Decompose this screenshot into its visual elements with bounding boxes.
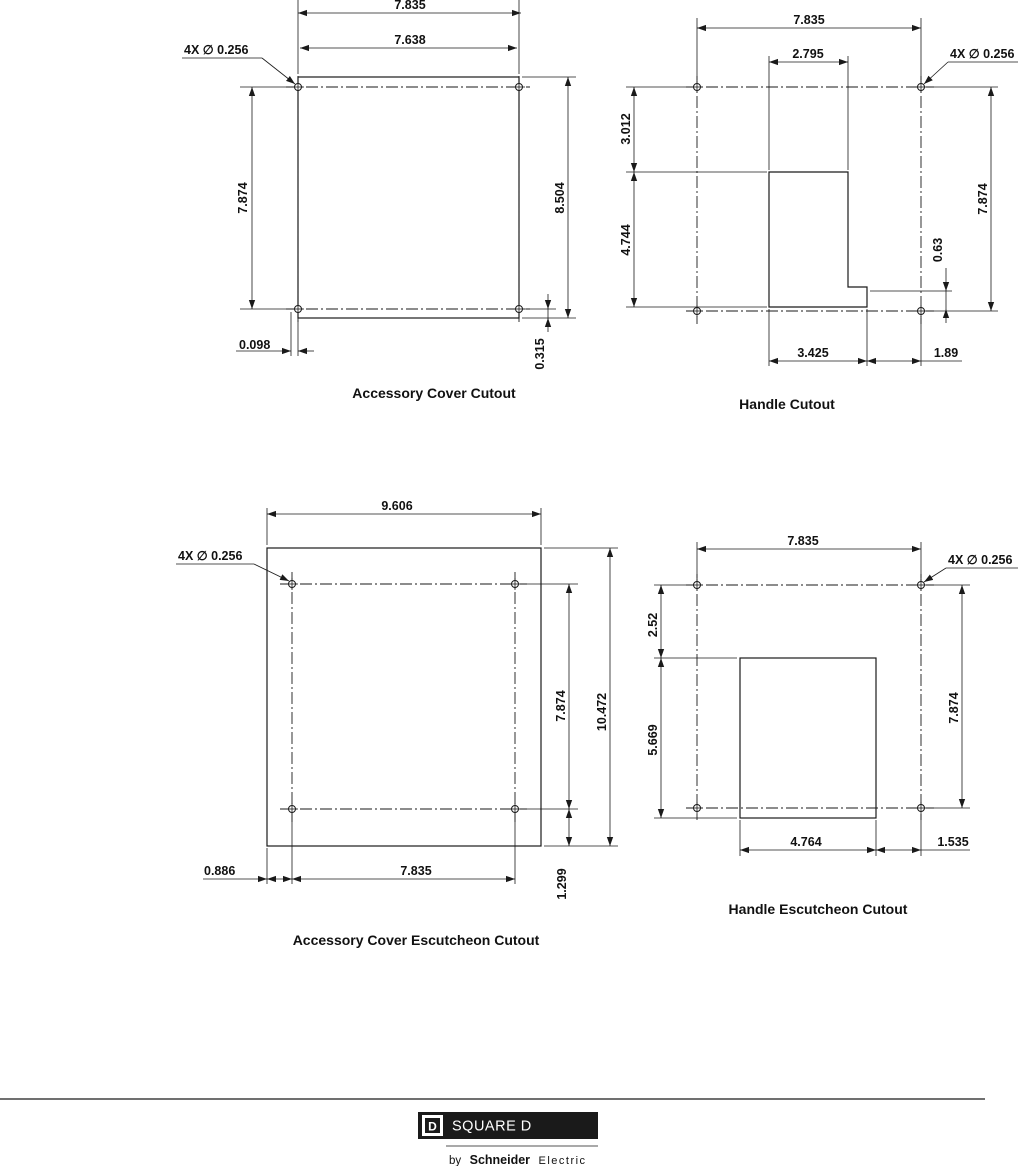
brand-name: SQUARE D [452,1118,532,1135]
dim-overall-width: 7.835 [394,0,426,12]
dim-hole-spacing-horizontal: 7.835 [400,864,432,878]
dim-cutout-height: 5.669 [646,724,660,756]
mounting-hole [691,81,703,93]
handle-escutcheon-outline [740,658,876,818]
mounting-hole [509,803,521,815]
hole-callout: 4X ∅ 0.256 [948,553,1013,567]
dim-bottom-right: 1.89 [933,346,959,360]
hole-callout: 4X ∅ 0.256 [184,43,249,57]
drawing-caption: Accessory Cover Cutout [352,385,516,401]
dim-edge-offset-y: 0.315 [533,338,547,370]
dim-edge-offset-x: 0.098 [239,338,271,352]
dim-overall-width: 9.606 [381,499,413,513]
escutcheon-outline [267,548,541,846]
hole-callout: 4X ∅ 0.256 [950,47,1015,61]
accessory-cover-cutout-view [182,0,576,401]
dim-hole-spacing-horizontal: 7.835 [793,13,825,27]
mounting-hole [915,305,927,317]
dim-bottom-left: 3.425 [797,346,829,360]
dim-upper-offset: 2.52 [646,612,660,638]
drawing-caption: Handle Cutout [739,396,835,412]
mounting-hole [509,578,521,590]
dim-hole-spacing-vertical: 7.874 [947,692,961,724]
dim-handle-width: 2.795 [792,47,824,61]
dim-hole-spacing-horizontal: 7.835 [787,534,819,548]
mounting-hole [292,303,304,315]
mounting-hole [513,81,525,93]
mounting-hole [286,803,298,815]
handle-escutcheon-cutout-view [646,534,1018,917]
mounting-hole [915,802,927,814]
drawing-caption: Accessory Cover Escutcheon Cutout [292,932,540,948]
mounting-hole [691,802,703,814]
accessory-cover-escutcheon-cutout-view [176,499,618,948]
dim-inner-width: 7.638 [394,33,426,47]
dim-overall-height: 10.472 [595,692,609,732]
dim-right-offset: 1.535 [937,835,969,849]
dim-notch-height: 0.63 [931,237,945,263]
dim-edge-offset-x: 0.886 [204,864,236,878]
mounting-hole [286,578,298,590]
dim-hole-spacing-vertical: 7.874 [554,690,568,722]
drawing-caption: Handle Escutcheon Cutout [728,901,908,917]
handle-cutout-view [619,13,1018,412]
accessory-cover-outline [298,77,519,318]
mounting-hole [691,579,703,591]
hole-callout: 4X ∅ 0.256 [178,549,243,563]
dim-edge-offset-y: 1.299 [555,868,569,900]
dim-overall-height: 8.504 [553,182,567,214]
dim-hole-spacing-vertical: 7.874 [976,183,990,215]
dim-lower-height: 4.744 [619,224,633,256]
dim-upper-offset: 3.012 [619,113,633,145]
handle-outline [769,172,867,307]
dim-hole-spacing-vertical: 7.874 [236,182,250,214]
svg-text:D: D [428,1119,437,1134]
dim-cutout-width: 4.764 [790,835,822,849]
brand-tagline: by Schneider Electric [449,1153,587,1166]
brand-logo [418,1112,598,1146]
